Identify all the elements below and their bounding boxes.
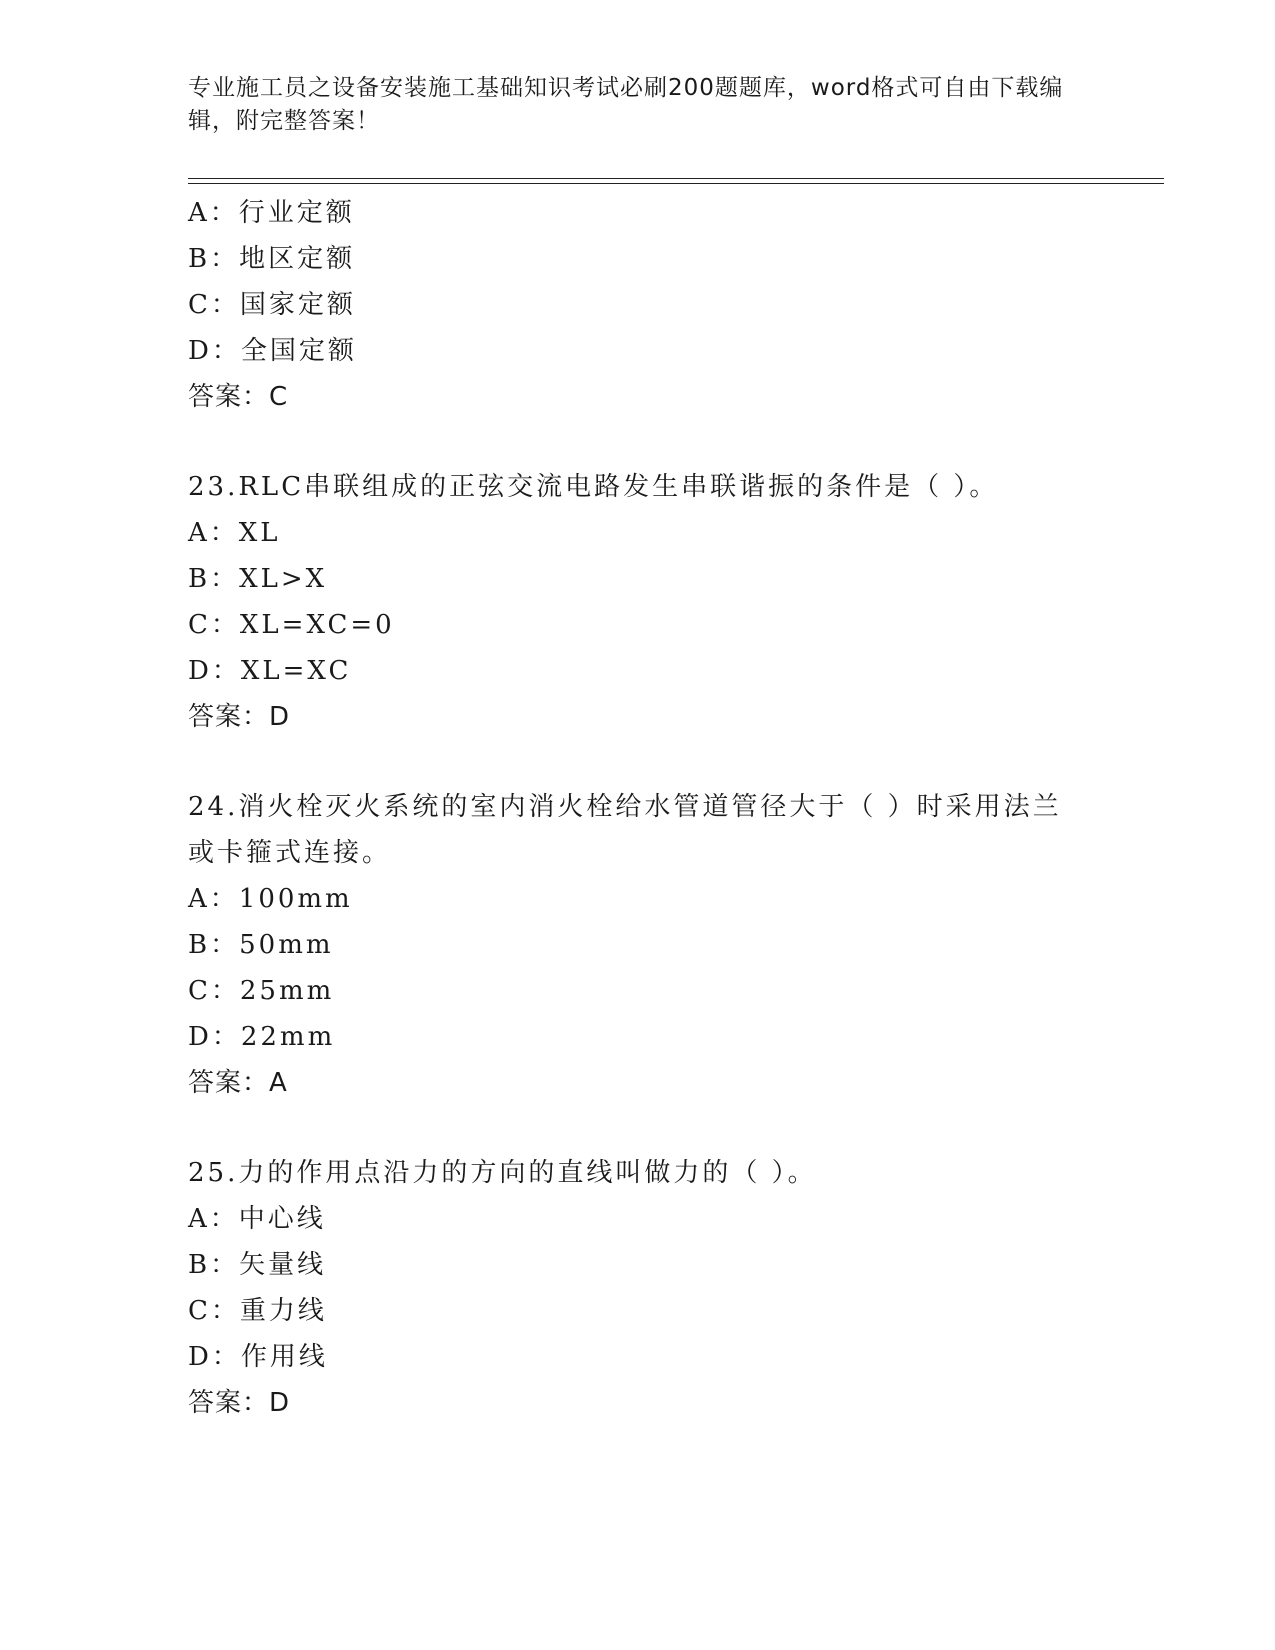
- option-a: A：行业定额: [188, 198, 355, 228]
- option-d: D：22mm: [188, 1022, 336, 1052]
- option-c: C：重力线: [188, 1296, 327, 1326]
- question-stem: 23.RLC串联组成的正弦交流电路发生串联谐振的条件是（ ）。: [188, 472, 999, 502]
- header-divider-bottom: [188, 183, 1164, 184]
- question-list: [188, 190, 1088, 1426]
- answer-line: 答案：C: [188, 382, 289, 412]
- spacer: [188, 1106, 1088, 1150]
- option-a: A：中心线: [188, 1204, 326, 1234]
- question-block-partial: [188, 190, 1088, 420]
- option-b: B：XL>X: [188, 564, 328, 594]
- option-c: C：国家定额: [188, 290, 356, 320]
- option-a: A：XL: [188, 518, 281, 548]
- option-a: A：100mm: [188, 884, 353, 914]
- question-block-24: [188, 784, 1088, 1106]
- question-stem: 25.力的作用点沿力的方向的直线叫做力的（ ）。: [188, 1158, 817, 1188]
- option-b: B：地区定额: [188, 244, 356, 274]
- spacer: [188, 420, 1088, 464]
- option-b: B：矢量线: [188, 1250, 327, 1280]
- header-divider-top: [188, 178, 1164, 179]
- option-d: D：作用线: [188, 1342, 328, 1372]
- question-block-23: [188, 464, 1088, 740]
- answer-line: 答案：D: [188, 1388, 291, 1418]
- document-title: 专业施工员之设备安装施工基础知识考试必刷200题题库，word格式可自由下载编辑，附完整答案！: [188, 75, 1064, 134]
- option-d: D：XL=XC: [188, 656, 352, 686]
- question-stem: 24.消火栓灭火系统的室内消火栓给水管道管径大于（ ）时采用法兰或卡箍式连接。: [188, 792, 1062, 868]
- document-header: [188, 72, 1088, 138]
- question-block-25: [188, 1150, 1088, 1426]
- option-c: C：25mm: [188, 976, 335, 1006]
- option-d: D：全国定额: [188, 336, 357, 366]
- option-c: C：XL=XC=0: [188, 610, 395, 640]
- answer-line: 答案：A: [188, 1068, 288, 1098]
- answer-line: 答案：D: [188, 702, 291, 732]
- spacer: [188, 740, 1088, 784]
- option-b: B：50mm: [188, 930, 334, 960]
